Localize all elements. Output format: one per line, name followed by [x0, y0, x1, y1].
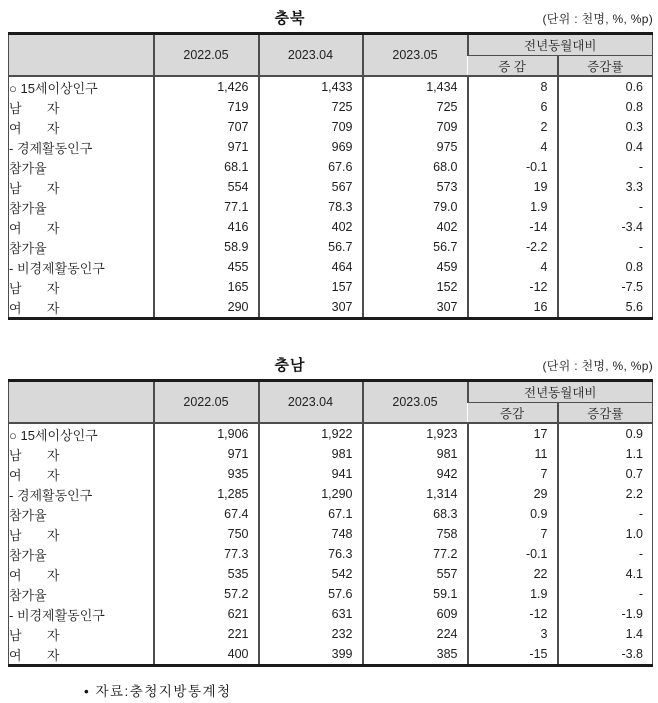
- table-caption: [0, 353, 658, 376]
- cell-value: 402: [363, 217, 468, 237]
- cell-value: -14: [468, 217, 558, 237]
- cell-value: -0.1: [468, 544, 558, 564]
- cell-value: 416: [154, 217, 259, 237]
- row-label: ○ 15세이상인구: [9, 427, 98, 443]
- cell-value: 2.2: [558, 484, 653, 504]
- cell-value: 221: [154, 624, 259, 644]
- row-label: 남 자: [9, 627, 60, 643]
- cell-value: 1,906: [154, 423, 259, 444]
- table-header: [9, 381, 653, 424]
- cell-value: 0.3: [558, 117, 653, 137]
- cell-value: 165: [154, 277, 259, 297]
- table-row: [9, 297, 653, 319]
- row-label: - 비경제활동인구: [9, 260, 105, 276]
- cell-value: 981: [363, 444, 468, 464]
- table-row: [9, 444, 653, 464]
- cell-value: 67.6: [259, 157, 363, 177]
- cell-value: 1,434: [363, 76, 468, 97]
- cell-value: 1.1: [558, 444, 653, 464]
- table-row: [9, 544, 653, 564]
- cell-value: -3.8: [558, 644, 653, 666]
- table-row: [9, 484, 653, 504]
- table-row: [9, 177, 653, 197]
- row-label: ○ 15세이상인구: [9, 80, 98, 96]
- cell-value: 16: [468, 297, 558, 319]
- table-row: [9, 137, 653, 157]
- cell-value: 5.6: [558, 297, 653, 319]
- row-label: 참가율: [9, 547, 47, 563]
- cell-value: 1,433: [259, 76, 363, 97]
- cell-value: 157: [259, 277, 363, 297]
- unit-label: (단위 : 천명, %, %p): [542, 12, 653, 26]
- cell-value: 77.3: [154, 544, 259, 564]
- cell-value: 719: [154, 97, 259, 117]
- cell-value: 57.2: [154, 584, 259, 604]
- table-row: [9, 644, 653, 666]
- cell-value: 609: [363, 604, 468, 624]
- row-label: - 경제활동인구: [9, 140, 93, 156]
- cell-value: 0.9: [468, 504, 558, 524]
- table-row: [9, 564, 653, 584]
- cell-value: 1,922: [259, 423, 363, 444]
- table-row: [9, 76, 653, 97]
- column-header-rate: 증감률: [558, 403, 653, 424]
- cell-value: 0.8: [558, 257, 653, 277]
- cell-value: 29: [468, 484, 558, 504]
- cell-value: 2: [468, 117, 558, 137]
- cell-value: 7: [468, 524, 558, 544]
- cell-value: 19: [468, 177, 558, 197]
- cell-value: 0.9: [558, 423, 653, 444]
- cell-value: 0.7: [558, 464, 653, 484]
- cell-value: -: [558, 544, 653, 564]
- cell-value: 79.0: [363, 197, 468, 217]
- cell-value: 8: [468, 76, 558, 97]
- cell-value: -: [558, 584, 653, 604]
- table-row: [9, 584, 653, 604]
- blank-header-cell: [9, 381, 154, 424]
- table-row: [9, 464, 653, 484]
- row-label: 여 자: [9, 567, 60, 583]
- blank-header-cell: [9, 34, 154, 77]
- cell-value: 399: [259, 644, 363, 666]
- row-label: 참가율: [9, 160, 47, 176]
- cell-value: 0.6: [558, 76, 653, 97]
- cell-value: 554: [154, 177, 259, 197]
- cell-value: 224: [363, 624, 468, 644]
- cell-value: 3: [468, 624, 558, 644]
- cell-value: 573: [363, 177, 468, 197]
- table-row: [9, 504, 653, 524]
- cell-value: 78.3: [259, 197, 363, 217]
- cell-value: 1.9: [468, 584, 558, 604]
- table-body: [9, 76, 653, 319]
- cell-value: 3.3: [558, 177, 653, 197]
- cell-value: 307: [259, 297, 363, 319]
- cell-value: 455: [154, 257, 259, 277]
- cell-value: 385: [363, 644, 468, 666]
- table-row: [9, 604, 653, 624]
- cell-value: 77.2: [363, 544, 468, 564]
- cell-value: 725: [259, 97, 363, 117]
- table-title: 충남: [274, 357, 306, 374]
- column-header-month: 2023.04: [259, 34, 363, 77]
- row-label: 여 자: [9, 220, 60, 236]
- cell-value: 981: [259, 444, 363, 464]
- cell-value: -1.9: [558, 604, 653, 624]
- cell-value: 707: [154, 117, 259, 137]
- column-header-rate: 증감률: [558, 56, 653, 77]
- column-header-month: 2023.05: [363, 34, 468, 77]
- cell-value: -: [558, 197, 653, 217]
- table-header: [9, 34, 653, 77]
- table-body: [9, 423, 653, 666]
- cell-value: -: [558, 504, 653, 524]
- cell-value: -: [558, 237, 653, 257]
- row-label: 여 자: [9, 300, 60, 316]
- cell-value: 1,923: [363, 423, 468, 444]
- cell-value: 77.1: [154, 197, 259, 217]
- cell-value: 971: [154, 444, 259, 464]
- cell-value: 557: [363, 564, 468, 584]
- cell-value: 67.4: [154, 504, 259, 524]
- cell-value: 464: [259, 257, 363, 277]
- cell-value: 56.7: [363, 237, 468, 257]
- column-header-month: 2023.04: [259, 381, 363, 424]
- cell-value: 22: [468, 564, 558, 584]
- table-row: [9, 277, 653, 297]
- cell-value: 941: [259, 464, 363, 484]
- table-row: [9, 157, 653, 177]
- cell-value: 709: [259, 117, 363, 137]
- row-label: 남 자: [9, 280, 60, 296]
- table-row: [9, 524, 653, 544]
- row-label: 여 자: [9, 647, 60, 663]
- cell-value: 758: [363, 524, 468, 544]
- cell-value: 969: [259, 137, 363, 157]
- row-label: - 경제활동인구: [9, 487, 93, 503]
- section-chungnam: [0, 353, 658, 667]
- cell-value: -: [558, 157, 653, 177]
- row-label: - 비경제활동인구: [9, 607, 105, 623]
- row-label: 여 자: [9, 120, 60, 136]
- cell-value: 152: [363, 277, 468, 297]
- cell-value: -3.4: [558, 217, 653, 237]
- cell-value: -2.2: [468, 237, 558, 257]
- cell-value: 1,314: [363, 484, 468, 504]
- cell-value: 1,290: [259, 484, 363, 504]
- column-header-diff: 증 감: [468, 56, 558, 77]
- column-header-month: 2022.05: [154, 34, 259, 77]
- table-row: [9, 257, 653, 277]
- table-row: [9, 624, 653, 644]
- cell-value: 1,285: [154, 484, 259, 504]
- table-row: [9, 197, 653, 217]
- cell-value: 307: [363, 297, 468, 319]
- table-row: [9, 117, 653, 137]
- cell-value: 942: [363, 464, 468, 484]
- cell-value: 6: [468, 97, 558, 117]
- cell-value: 567: [259, 177, 363, 197]
- cell-value: 542: [259, 564, 363, 584]
- column-header-compare: 전년동월대비: [468, 34, 653, 56]
- cell-value: 975: [363, 137, 468, 157]
- cell-value: 4: [468, 257, 558, 277]
- cell-value: 7: [468, 464, 558, 484]
- column-header-month: 2022.05: [154, 381, 259, 424]
- row-label: 참가율: [9, 200, 47, 216]
- cell-value: 400: [154, 644, 259, 666]
- cell-value: -12: [468, 604, 558, 624]
- row-label: 참가율: [9, 507, 47, 523]
- cell-value: -7.5: [558, 277, 653, 297]
- cell-value: 535: [154, 564, 259, 584]
- column-header-month: 2023.05: [363, 381, 468, 424]
- cell-value: 56.7: [259, 237, 363, 257]
- row-label: 참가율: [9, 587, 47, 603]
- column-header-diff: 증감: [468, 403, 558, 424]
- cell-value: 402: [259, 217, 363, 237]
- cell-value: 1,426: [154, 76, 259, 97]
- source-note: • 자료:충청지방통계청: [84, 684, 232, 699]
- cell-value: 58.9: [154, 237, 259, 257]
- cell-value: 1.4: [558, 624, 653, 644]
- cell-value: 68.3: [363, 504, 468, 524]
- row-label: 남 자: [9, 447, 60, 463]
- stats-table-chungnam: [8, 379, 653, 667]
- header-row-top: [9, 34, 653, 56]
- table-row: [9, 97, 653, 117]
- report-page: [0, 6, 658, 700]
- cell-value: 709: [363, 117, 468, 137]
- cell-value: -15: [468, 644, 558, 666]
- table-row: [9, 423, 653, 444]
- cell-value: 67.1: [259, 504, 363, 524]
- cell-value: 748: [259, 524, 363, 544]
- section-chungbuk: [0, 6, 658, 320]
- table-caption: [0, 6, 658, 29]
- cell-value: 0.4: [558, 137, 653, 157]
- cell-value: 725: [363, 97, 468, 117]
- row-label: 남 자: [9, 100, 60, 116]
- stats-table-chungbuk: [8, 32, 653, 320]
- cell-value: 935: [154, 464, 259, 484]
- cell-value: 1.0: [558, 524, 653, 544]
- cell-value: 4.1: [558, 564, 653, 584]
- cell-value: 750: [154, 524, 259, 544]
- column-header-compare: 전년동월대비: [468, 381, 653, 403]
- cell-value: 68.1: [154, 157, 259, 177]
- cell-value: 57.6: [259, 584, 363, 604]
- cell-value: 290: [154, 297, 259, 319]
- cell-value: 459: [363, 257, 468, 277]
- row-label: 남 자: [9, 527, 60, 543]
- cell-value: 971: [154, 137, 259, 157]
- table-row: [9, 217, 653, 237]
- cell-value: 621: [154, 604, 259, 624]
- cell-value: 17: [468, 423, 558, 444]
- row-label: 여 자: [9, 467, 60, 483]
- row-label: 참가율: [9, 240, 47, 256]
- row-label: 남 자: [9, 180, 60, 196]
- cell-value: 59.1: [363, 584, 468, 604]
- cell-value: 631: [259, 604, 363, 624]
- cell-value: 4: [468, 137, 558, 157]
- cell-value: -12: [468, 277, 558, 297]
- cell-value: 68.0: [363, 157, 468, 177]
- cell-value: 11: [468, 444, 558, 464]
- cell-value: 0.8: [558, 97, 653, 117]
- table-row: [9, 237, 653, 257]
- cell-value: 232: [259, 624, 363, 644]
- cell-value: 76.3: [259, 544, 363, 564]
- table-title: 충북: [274, 10, 306, 27]
- header-row-top: [9, 381, 653, 403]
- cell-value: 1.9: [468, 197, 558, 217]
- cell-value: -0.1: [468, 157, 558, 177]
- unit-label: (단위 : 천명, %, %p): [542, 359, 653, 373]
